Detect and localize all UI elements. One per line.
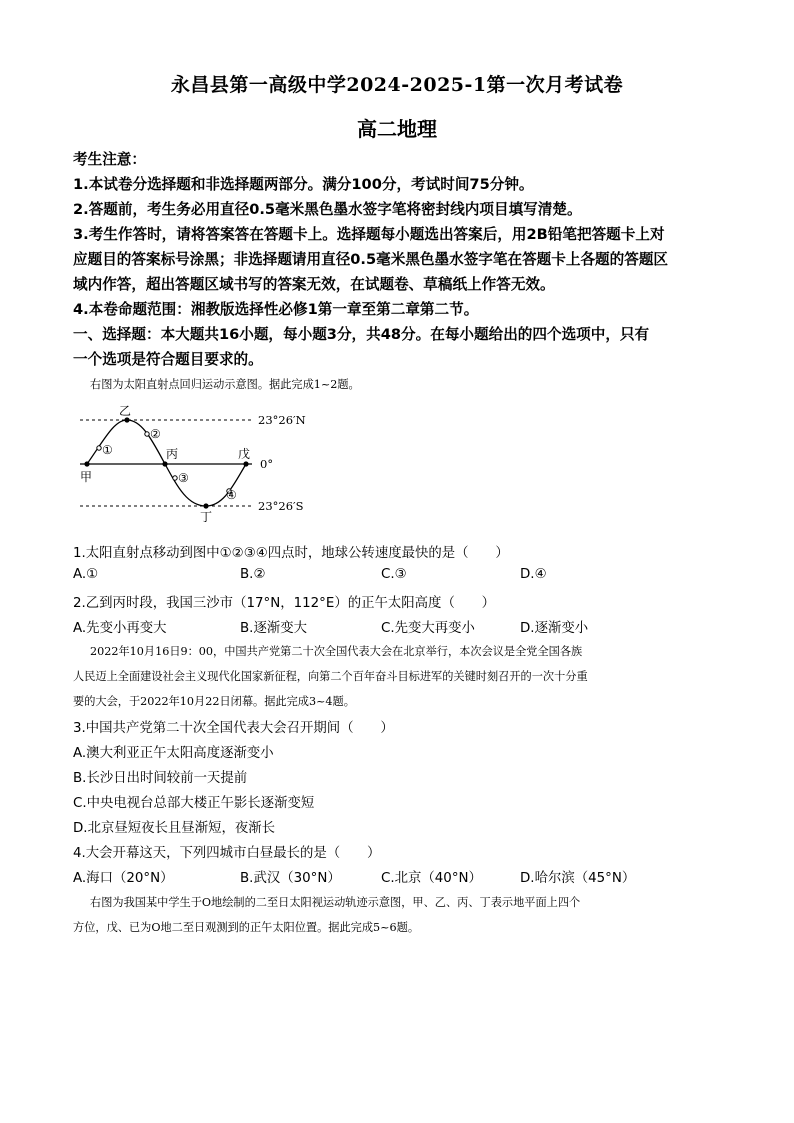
- passage-3-4-line-3: 要的大会，于2022年10月22日闭幕。据此完成3~4题。: [73, 695, 355, 708]
- q3-option-a[interactable]: A.澳大利亚正午太阳高度逐渐变小: [73, 746, 274, 761]
- question-4-stem: 4.大会开幕这天，下列四城市白昼最长的是（ ）: [73, 846, 381, 861]
- q4-option-c[interactable]: C.北京（40°N）: [381, 871, 482, 886]
- q4-option-a[interactable]: A.海口（20°N）: [73, 871, 174, 886]
- q3-option-b[interactable]: B.长沙日出时间较前一天提前: [73, 771, 248, 786]
- notice-item-3-cont2: 域内作答，超出答题区域书写的答案无效，在试题卷、草稿纸上作答无效。: [73, 276, 555, 293]
- notice-item-3: 3.考生作答时，请将答案答在答题卡上。选择题每小题选出答案后，用2B铅笔把答题卡上对: [73, 226, 665, 243]
- exam-title: 永昌县第一高级中学2024-2025-1第一次月考试卷: [170, 74, 624, 96]
- equator-label: 0°: [260, 457, 274, 471]
- label-ding: 丁: [200, 510, 213, 524]
- subsolar-point-diagram: [74, 400, 324, 525]
- q4-option-b[interactable]: B.武汉（30°N）: [240, 871, 341, 886]
- question-1-stem: 1.太阳直射点移动到图中①②③④四点时，地球公转速度最快的是（ ）: [73, 546, 509, 561]
- label-bing: 丙: [166, 447, 179, 461]
- label-yi: 乙: [119, 404, 132, 418]
- notice-item-4: 4.本卷命题范围：湘教版选择性必修1第一章至第二章第二节。: [73, 301, 479, 318]
- q1-option-c[interactable]: C.③: [381, 567, 407, 582]
- q3-option-c[interactable]: C.中央电视台总部大楼正午影长逐渐变短: [73, 796, 315, 811]
- q1-option-d[interactable]: D.④: [520, 567, 547, 582]
- section-heading-cont: 一个选项是符合题目要求的。: [73, 351, 263, 368]
- label-jia: 甲: [80, 470, 93, 484]
- point-4-label: ④: [226, 488, 237, 502]
- q2-option-b[interactable]: B.逐渐变大: [240, 621, 308, 636]
- notice-item-2: 2.答题前，考生务必用直径0.5毫米黑色墨水签字笔将密封线内项目填写清楚。: [73, 201, 582, 218]
- q2-option-a[interactable]: A.先变小再变大: [73, 621, 167, 636]
- q2-option-c[interactable]: C.先变大再变小: [381, 621, 475, 636]
- notice-item-3-cont: 应题目的答案标号涂黑；非选择题请用直径0.5毫米黑色墨水签字笔在答题卡上各题的答题区: [73, 251, 669, 268]
- lat-south-label: 23°26′S: [258, 499, 304, 513]
- section-heading: 一、选择题：本大题共16小题，每小题3分，共48分。在每小题给出的四个选项中，只有: [73, 326, 650, 343]
- q1-option-a[interactable]: A.①: [73, 567, 99, 582]
- exam-subtitle: 高二地理: [357, 117, 437, 141]
- point-2-label: ②: [150, 427, 161, 441]
- question-3-stem: 3.中国共产党第二十次全国代表大会召开期间（ ）: [73, 721, 394, 736]
- intro-questions-1-2: 右图为太阳直射点回归运动示意图。据此完成1~2题。: [90, 378, 360, 391]
- intro-5-6-line-2: 方位，戊、已为O地二至日观测到的正午太阳位置。据此完成5~6题。: [73, 921, 420, 934]
- notice-item-1: 1.本试卷分选择题和非选择题两部分。满分100分，考试时间75分钟。: [73, 176, 534, 193]
- question-2-stem: 2.乙到丙时段，我国三沙市（17°N，112°E）的正午太阳高度（ ）: [73, 596, 496, 611]
- q1-option-b[interactable]: B.②: [240, 567, 266, 582]
- point-1-label: ①: [102, 443, 113, 457]
- point-3-label: ③: [178, 471, 189, 485]
- passage-3-4-line-1: 2022年10月16日9：00，中国共产党第二十次全国代表大会在北京举行，本次会议是全党全国各族: [90, 645, 583, 658]
- lat-north-label: 23°26′N: [258, 413, 306, 427]
- q2-option-d[interactable]: D.逐渐变小: [520, 621, 589, 636]
- q3-option-d[interactable]: D.北京昼短夜长且昼渐短，夜渐长: [73, 821, 276, 836]
- passage-3-4-line-2: 人民迈上全面建设社会主义现代化国家新征程，向第二个百年奋斗目标进军的关键时刻召开的一次十分重: [73, 670, 588, 683]
- intro-5-6-line-1: 右图为我国某中学生于O地绘制的二至日太阳视运动轨迹示意图，甲、乙、丙、丁表示地平面上四个: [90, 896, 581, 909]
- label-wu: 戊: [238, 447, 251, 461]
- notice-heading: 考生注意：: [73, 151, 146, 168]
- q4-option-d[interactable]: D.哈尔滨（45°N）: [520, 871, 636, 886]
